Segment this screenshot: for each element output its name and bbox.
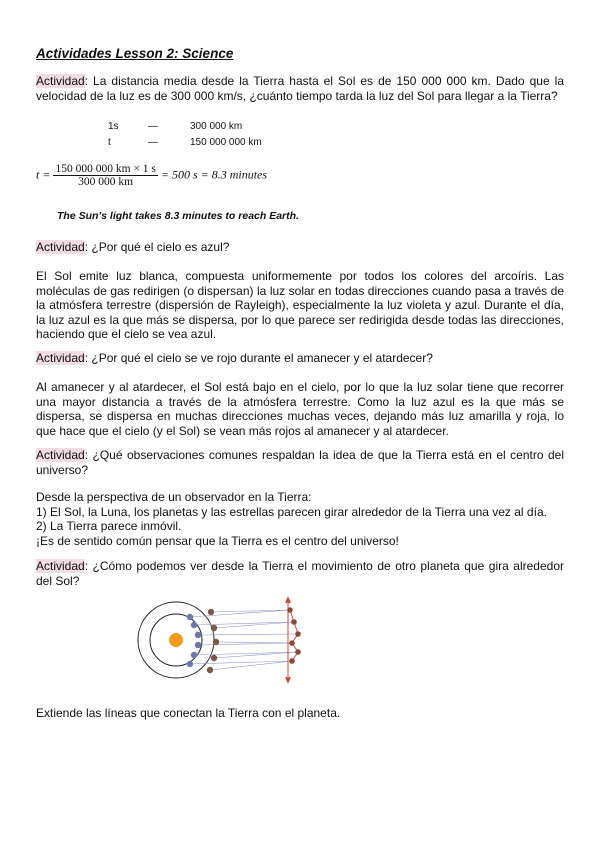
activity-5-question: : ¿Cómo podemos ver desde la Tierra el movimiento de otro planeta que gira alrededor del Sol? xyxy=(36,559,564,588)
activity-3 xyxy=(36,351,564,366)
sight-lines xyxy=(190,610,298,670)
sun-icon xyxy=(169,633,183,647)
worksheet-title: Actividades Lesson 2: Science xyxy=(36,46,234,61)
activity-label: Actividad xyxy=(36,448,85,462)
formula-denominator: 300 000 km xyxy=(78,176,134,188)
activity-5 xyxy=(36,559,564,588)
formula-lhs: t = xyxy=(36,167,51,182)
activity-4-closing: ¡Es de sentido común pensar que la Tierra es el centro del universo! xyxy=(36,533,399,548)
ratio-row-2-dash: — xyxy=(148,137,158,148)
activity-1 xyxy=(36,74,564,103)
ratio-row-2-right: 150 000 000 km xyxy=(190,137,262,148)
formula-rhs: = 500 s = 8.3 minutes xyxy=(160,167,268,182)
activity-4-intro: Desde la perspectiva de un observador en la Tierra: xyxy=(36,490,312,504)
north-arrow-icon xyxy=(285,596,291,603)
activity-3-answer: Al amanecer y al atardecer, el Sol está bajo en el cielo, por lo que la luz solar tiene que recorrer una mayor distancia a través de la atmósfera terrestre. Como la luz azul es la que más se dispersa, se dispersa en muchas direcciones muchas veces, dejando más luz amarilla y roja, lo que hace que el cielo (y el Sol) se vean más rojos al amanecer y al atardecer. xyxy=(36,380,564,438)
south-arrow-icon xyxy=(285,677,291,684)
activity-2-answer: El Sol emite luz blanca, compuesta uniformemente por todos los colores del arcoíris. Las moléculas de gas redirigen (o dispersan) la luz solar en todas direcciones cuando pasa a través de la atmósfera terrestre (dispersión de Rayleigh), especialmente la luz violeta y azul. Durante el día, la luz azul es la que más se dispersa, por lo que parece ser redirigida desde todas las direcciones, haciendo que el cielo se vea azul. xyxy=(36,269,564,342)
activity-2 xyxy=(36,240,564,255)
apparent-positions xyxy=(287,607,301,664)
activity-4-answer xyxy=(36,490,564,548)
activity-4 xyxy=(36,448,564,477)
activity-label: Actividad xyxy=(36,240,85,254)
activity-label: Actividad xyxy=(36,351,85,365)
activity-1-question: : La distancia media desde la Tierra hasta el Sol es de 150 000 000 km. Dado que la velocidad de la luz es de 300 000 km/s, ¿cuánto tiempo tarda la luz del Sol para llegar a la Tierra? xyxy=(36,74,564,103)
activity-4-point-1: 1) El Sol, la Luna, los planetas y las estrellas parecen girar alrededor de la Tierra una vez al día. xyxy=(36,504,547,519)
ratio-row-1-right: 300 000 km xyxy=(190,121,243,132)
activity-4-question: : ¿Qué observaciones comunes respaldan la idea de que la Tierra está en el centro del universo? xyxy=(36,448,564,477)
ratio-row-1-dash: — xyxy=(148,121,158,132)
ratio-row-2-left: t xyxy=(108,137,111,148)
formula-fraction xyxy=(53,163,157,188)
activity-2-question: : ¿Por qué el cielo es azul? xyxy=(84,240,230,254)
activity-5-instruction: Extiende las líneas que conectan la Tierra con el planeta. xyxy=(36,706,341,720)
formula-numerator: 150 000 000 km × 1 s xyxy=(55,163,156,175)
activity-4-point-2: 2) La Tierra parece inmóvil. xyxy=(36,519,182,534)
activity-3-question: : ¿Por qué el cielo se ve rojo durante el amanecer y el atardecer? xyxy=(84,351,433,365)
time-formula xyxy=(36,163,267,188)
activity-label: Actividad xyxy=(36,74,85,88)
retrograde-motion-diagram xyxy=(128,590,328,690)
ratio-row-1-left: 1s xyxy=(108,121,119,132)
formula-conclusion: The Sun’s light takes 8.3 minutes to reach Earth. xyxy=(57,210,299,222)
activity-label: Actividad xyxy=(36,559,85,573)
